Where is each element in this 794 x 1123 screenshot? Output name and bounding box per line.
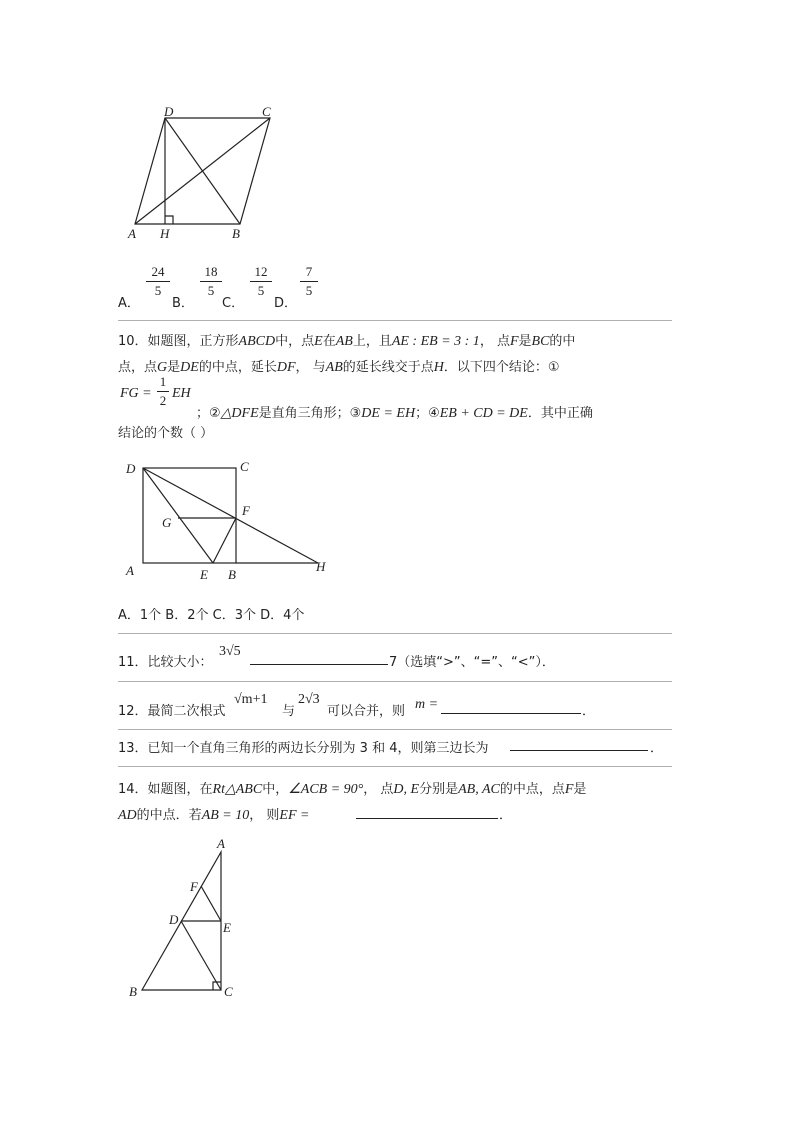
option-d-num: 7 bbox=[305, 264, 313, 279]
separator bbox=[118, 766, 672, 767]
conclusion-1-lhs: FG = bbox=[120, 386, 152, 401]
q10-line4: 结论的个数（ ） bbox=[118, 426, 214, 441]
q12-answer-blank[interactable] bbox=[441, 713, 581, 714]
q14-end: ． bbox=[499, 808, 513, 823]
label-g: G bbox=[162, 515, 172, 530]
label-a: A bbox=[126, 563, 134, 578]
conclusion-1-rhs: EH bbox=[172, 386, 191, 401]
label-c: C bbox=[224, 984, 233, 999]
option-c-num: 12 bbox=[254, 264, 268, 279]
label-e: E bbox=[200, 567, 208, 582]
option-a-letter: A． bbox=[118, 296, 140, 311]
q11-suffix: 7（选填“>”、“=”、“<”）． bbox=[389, 655, 555, 670]
q10-options: A．1个 B．2个 C．3个 D．4个 bbox=[118, 608, 305, 623]
q11-answer-blank[interactable] bbox=[250, 664, 388, 665]
figure-right-triangle bbox=[120, 838, 245, 1003]
label-b: B bbox=[228, 567, 236, 582]
q12-expr2: 2√3 bbox=[298, 692, 320, 707]
option-d-fraction bbox=[300, 264, 318, 299]
option-d-letter: D． bbox=[274, 296, 298, 311]
label-d: D bbox=[164, 104, 174, 119]
option-b-den: 5 bbox=[207, 283, 215, 298]
label-f: F bbox=[190, 879, 198, 894]
option-d-den: 5 bbox=[305, 283, 313, 298]
q13-end: ． bbox=[650, 741, 664, 756]
figure-square bbox=[120, 455, 335, 585]
separator bbox=[118, 320, 672, 321]
q14-line2: AD的中点．若AB = 10， 则EF = bbox=[118, 808, 310, 823]
label-c: C bbox=[240, 459, 249, 474]
separator bbox=[118, 681, 672, 682]
label-c: C bbox=[262, 104, 271, 119]
q13-answer-blank[interactable] bbox=[510, 750, 648, 751]
q10-line3: ；②△DFE是直角三角形；③DE = EH；④EB + CD = DE．其中正确 bbox=[196, 406, 593, 421]
q14-answer-blank[interactable] bbox=[356, 818, 498, 819]
separator bbox=[118, 729, 672, 730]
q14-line1: 14．如题图，在Rt△ABC中，∠ACB = 90°， 点D, E分别是AB, AC的中点，点F是 bbox=[118, 782, 587, 797]
q11-prefix: 11．比较大小： bbox=[118, 655, 213, 670]
option-b-num: 18 bbox=[204, 264, 218, 279]
label-h: H bbox=[160, 226, 170, 241]
label-d: D bbox=[169, 912, 179, 927]
q10-line1: 10．如题图，正方形ABCD中，点E在AB上，且AE : EB = 3 : 1， 点F是BC的中 bbox=[118, 334, 576, 349]
option-c-fraction bbox=[250, 264, 272, 299]
option-c-letter: C． bbox=[222, 296, 245, 311]
label-h: H bbox=[316, 559, 326, 574]
label-d: D bbox=[126, 461, 136, 476]
option-a-fraction bbox=[146, 264, 170, 299]
option-a-num: 24 bbox=[151, 264, 165, 279]
option-b-fraction bbox=[200, 264, 222, 299]
conclusion-1-fraction: 1 2 bbox=[157, 374, 169, 409]
q12-m: m = bbox=[415, 697, 439, 712]
q12-expr1: √m+1 bbox=[234, 692, 268, 707]
option-b-letter: B． bbox=[172, 296, 194, 311]
separator bbox=[118, 633, 672, 634]
q11-expr: 3√5 bbox=[219, 644, 241, 659]
q10-line2: 点，点G是DE的中点，延长DF， 与AB的延长线交于点H．以下四个结论：① bbox=[118, 360, 560, 375]
label-b: B bbox=[232, 226, 240, 241]
q12-mid: 与 bbox=[282, 704, 296, 719]
option-c-den: 5 bbox=[257, 283, 265, 298]
label-e: E bbox=[223, 920, 231, 935]
label-f: F bbox=[242, 503, 250, 518]
label-b: B bbox=[129, 984, 137, 999]
figure-parallelogram bbox=[120, 100, 290, 245]
q13-text: 13．已知一个直角三角形的两边长分别为 3 和 4，则第三边长为 bbox=[118, 741, 489, 756]
q12-end: ． bbox=[582, 704, 596, 719]
label-a: A bbox=[217, 838, 225, 851]
q12-text2: 可以合并，则 bbox=[327, 704, 406, 719]
q12-prefix: 12．最简二次根式 bbox=[118, 704, 226, 719]
option-a-den: 5 bbox=[154, 283, 162, 298]
label-a: A bbox=[128, 226, 136, 241]
